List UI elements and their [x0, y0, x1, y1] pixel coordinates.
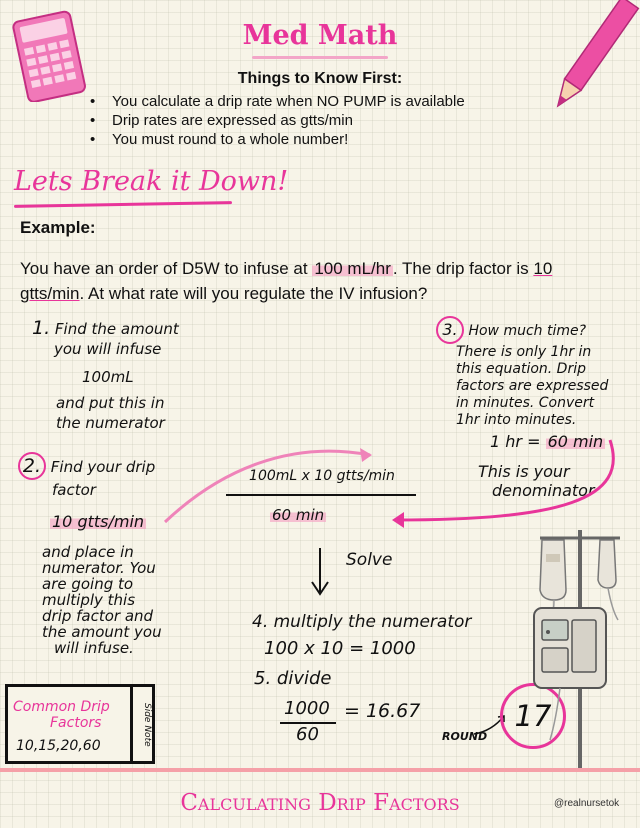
step-text: the amount you — [42, 623, 162, 641]
arrow-head — [392, 512, 404, 528]
step-text: factors are expressed — [456, 378, 609, 394]
arrow-to-numerator — [165, 451, 370, 522]
side-note-values: 10,15,20,60 — [16, 738, 101, 754]
footer-title: Calculating Drip Factors — [180, 790, 460, 816]
fraction-numerator: 100mL x 10 gtts/min — [249, 468, 395, 484]
step-value: 10 gtts/min — [52, 512, 145, 531]
answer-badge: 17 — [500, 683, 566, 749]
footer-band — [0, 768, 640, 772]
iv-pump-icon — [520, 530, 640, 770]
step-number: 2. — [18, 452, 46, 480]
round-label: ROUND — [442, 730, 488, 743]
list-item: • You must round to a whole number! — [90, 130, 465, 149]
author-handle: @realnursetok — [554, 798, 620, 809]
solve-label: Solve — [346, 550, 393, 570]
fraction-denominator — [270, 506, 326, 524]
step-text: There is only 1hr in — [456, 344, 592, 360]
side-note-label: Side Note — [142, 703, 152, 747]
page-title: Med Math — [242, 20, 398, 51]
step-text: Find your drip — [50, 458, 156, 476]
step-5-text: 5. divide — [254, 668, 332, 689]
step-value: 100mL — [82, 368, 134, 386]
problem-rate: 100 mL/hr — [314, 259, 391, 278]
breakdown-heading: Lets Break it Down! — [14, 166, 289, 197]
example-label: Example: — [20, 218, 96, 237]
problem-factor-unit: gtts/min — [20, 284, 80, 303]
list-item: • You calculate a drip rate when NO PUMP is available — [90, 92, 465, 111]
step-text: multiply this — [42, 591, 136, 609]
step-number: 1. — [32, 317, 51, 339]
side-note-divider — [130, 684, 133, 764]
arrow-head — [360, 448, 372, 462]
know-first-heading: Things to Know First: — [237, 70, 403, 87]
step-text: How much time? — [468, 323, 587, 339]
equation-left: 1 hr = — [490, 432, 541, 451]
step-4-text: 4. multiply the numerator — [252, 612, 472, 632]
step-5-result: = 16.67 — [344, 700, 421, 722]
step-text: this equation. Drip — [456, 361, 586, 377]
step-5-numerator: 1000 — [284, 698, 330, 719]
equation-right: 60 min — [547, 432, 604, 451]
step-4-equation: 100 x 10 = 1000 — [264, 638, 416, 659]
step-text: you will infuse — [54, 340, 162, 358]
step-text: This is your — [478, 462, 570, 481]
step-text: 1hr into minutes. — [456, 412, 577, 428]
side-note-title: Common Drip — [13, 699, 110, 715]
step-number: 3. — [436, 316, 464, 344]
step-text: Find the amount — [54, 320, 179, 338]
list-item: • Drip rates are expressed as gtts/min — [90, 111, 465, 130]
denominator-value: 60 min — [272, 506, 325, 524]
step-text: in minutes. Convert — [456, 395, 595, 411]
step-text: numerator. You — [42, 559, 156, 577]
fraction-bar — [226, 494, 416, 496]
side-note-title: Factors — [50, 715, 102, 731]
problem-text: You have an order of D5W to infuse at — [20, 259, 313, 278]
step-text: are going to — [42, 575, 134, 593]
step-5-denominator: 60 — [296, 724, 319, 745]
problem-text: . At what rate will you regulate the IV infusion? — [79, 284, 428, 303]
step-text: and put this in — [56, 394, 165, 412]
step-text: denominator — [492, 481, 595, 500]
step-text: and place in — [42, 543, 134, 561]
problem-text: . The drip factor is — [392, 259, 534, 278]
step-text: will infuse. — [54, 639, 134, 657]
arrow-to-denominator — [395, 440, 613, 520]
step-text: factor — [52, 481, 96, 499]
step-text: the numerator — [56, 414, 165, 432]
step-text: drip factor and — [42, 607, 154, 625]
problem-factor-num: 10 — [533, 259, 553, 278]
